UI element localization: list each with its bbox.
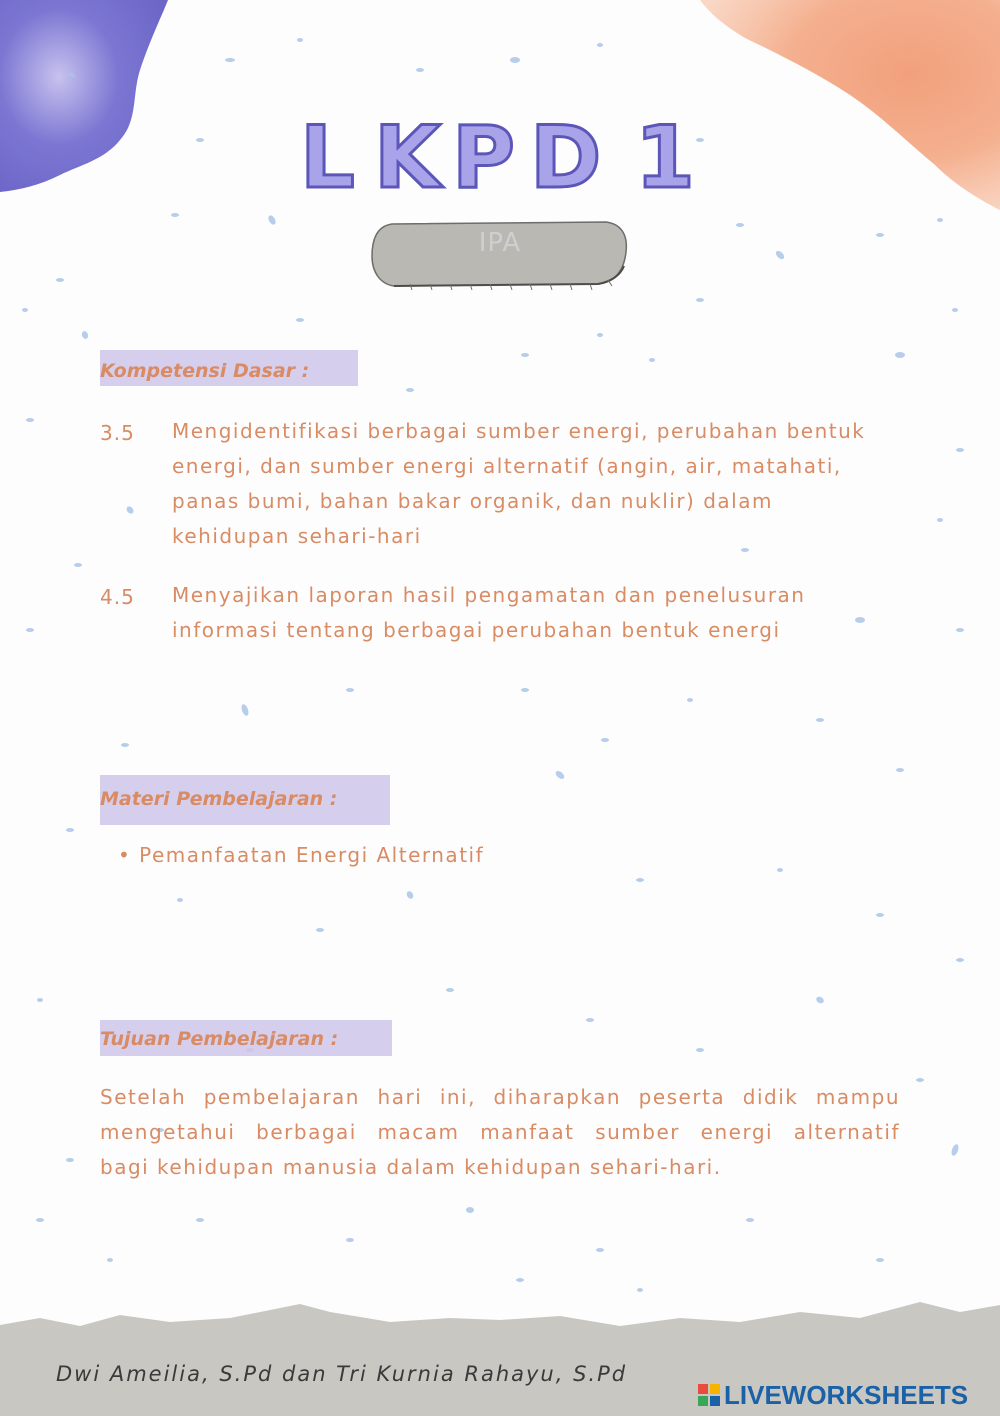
kompetensi-number: 3.5 (100, 421, 135, 445)
title-letter-1: 1 (635, 108, 695, 208)
kompetensi-line: energi, dan sumber energi alternatif (angin, air, matahati, (172, 454, 842, 478)
materi-item-label: Pemanfaatan Energi Alternatif (139, 843, 485, 867)
tujuan-line: Setelah pembelajaran hari ini, diharapkan peserta didik mampu (100, 1085, 900, 1109)
title-letter-l: L (300, 108, 355, 208)
liveworksheets-brand[interactable]: LIVEWORKSHEETS (724, 1380, 969, 1410)
tujuan-heading: Tujuan Pembelajaran : (100, 1028, 339, 1050)
kompetensi-line: kehidupan sehari-hari (172, 524, 422, 548)
title-letter-k: K (374, 108, 441, 208)
kompetensi-line: Mengidentifikasi berbagai sumber energi, perubahan bentuk (172, 419, 866, 443)
kompetensi-line: Menyajikan laporan hasil pengamatan dan penelusuran (172, 583, 806, 607)
kompetensi-heading: Kompetensi Dasar : (100, 360, 310, 382)
kompetensi-number: 4.5 (100, 585, 135, 609)
kompetensi-item-text (172, 578, 912, 648)
tujuan-line: bagi kehidupan manusia dalam kehidupan sehari-hari. (100, 1155, 722, 1179)
liveworksheets-logo-icon (698, 1384, 720, 1406)
kompetensi-item-text (172, 414, 912, 554)
bullet-icon: • (118, 843, 140, 867)
tujuan-line: mengetahui berbagai macam manfaat sumber energi alternatif (100, 1120, 900, 1144)
materi-list-item (118, 838, 484, 873)
subject-pill-label: IPA (478, 228, 522, 258)
title-letter-p: P (452, 108, 516, 208)
tujuan-paragraph (100, 1080, 900, 1185)
orange-watercolor-blob (700, 0, 1000, 210)
materi-heading: Materi Pembelajaran : (100, 788, 338, 810)
kompetensi-line: panas bumi, bahan bakar organik, dan nuklir) dalam (172, 489, 773, 513)
kompetensi-line: informasi tentang berbagai perubahan bentuk energi (172, 618, 781, 642)
title-letter-d: D (530, 108, 602, 208)
blue-watercolor-blob (0, 0, 168, 192)
footer-authors: Dwi Ameilia, S.Pd dan Tri Kurnia Rahayu, S.Pd (56, 1362, 628, 1386)
